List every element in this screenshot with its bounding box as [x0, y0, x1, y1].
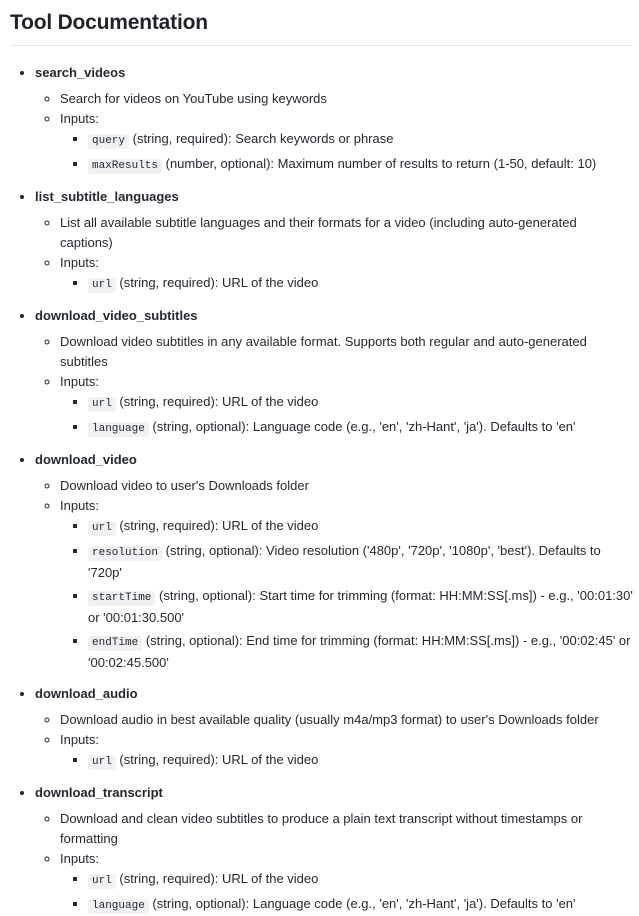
param-list [60, 129, 633, 176]
tool-inputs [60, 372, 633, 439]
tool-item-search-videos [35, 63, 633, 176]
tool-inputs [60, 496, 633, 673]
inputs-label: Inputs: [60, 498, 100, 513]
tool-description: ◦ Download video to user's Downloads folder [60, 476, 633, 496]
param-item [88, 541, 633, 583]
tool-inputs [60, 109, 633, 176]
param-item [88, 894, 633, 916]
param-description: (string, optional): Video resolution ('480p', '720p', '1080p', 'best'). Defaults to '720p' [88, 543, 601, 580]
tool-description: ◦ Download video subtitles in any available format. Supports both regular and auto-generated subtitles [60, 332, 633, 372]
tool-item-download-transcript [35, 783, 633, 916]
inputs-label: Inputs: [60, 732, 100, 747]
tool-description: ◦ Download and clean video subtitles to produce a plain text transcript without timestamps or formatting [60, 809, 633, 849]
param-name: url [88, 397, 116, 412]
param-description: (string, required): URL of the video [115, 871, 319, 886]
tool-item-download-video [35, 450, 633, 673]
param-name: language [88, 422, 149, 437]
tool-name: download_video_subtitles [35, 308, 198, 323]
tool-details [35, 89, 633, 176]
tool-name: search_videos [35, 65, 126, 80]
param-name: maxResults [88, 159, 162, 174]
param-description: (string, required): URL of the video [115, 394, 319, 409]
tool-list [10, 63, 633, 916]
param-description: (string, required): URL of the video [115, 518, 319, 533]
param-name: endTime [88, 636, 142, 651]
tool-details [35, 476, 633, 673]
param-name: url [88, 278, 116, 293]
inputs-label: Inputs: [60, 255, 100, 270]
param-description: (number, optional): Maximum number of results to return (1-50, default: 10) [162, 156, 597, 171]
param-list [60, 750, 633, 772]
tool-details [35, 332, 633, 439]
param-name: language [88, 899, 149, 914]
inputs-label: Inputs: [60, 851, 100, 866]
tool-name: download_video [35, 452, 137, 467]
tool-inputs [60, 849, 633, 916]
param-name: resolution [88, 546, 162, 561]
param-item [88, 516, 633, 538]
param-list [60, 273, 633, 295]
tool-name: download_transcript [35, 785, 163, 800]
param-description: (string, optional): Start time for trimming (format: HH:MM:SS[.ms]) - e.g., '00:01:30' or '00:01:30.500' [88, 588, 633, 625]
param-item [88, 417, 633, 439]
page-title: Tool Documentation [10, 9, 633, 46]
param-item [88, 631, 633, 673]
param-item [88, 869, 633, 891]
param-item [88, 129, 633, 151]
param-description: (string, required): URL of the video [115, 752, 319, 767]
tool-details [35, 809, 633, 916]
inputs-label: Inputs: [60, 111, 100, 126]
param-item [88, 273, 633, 295]
param-list [60, 392, 633, 439]
tool-documentation-body [10, 63, 633, 916]
param-list [60, 516, 633, 673]
param-item [88, 586, 633, 628]
param-list [60, 869, 633, 916]
param-description: (string, optional): Language code (e.g., 'en', 'zh-Hant', 'ja'). Defaults to 'en' [148, 896, 576, 911]
param-description: (string, optional): End time for trimming (format: HH:MM:SS[.ms]) - e.g., '00:02:45' or '00:02:45.500' [88, 633, 631, 670]
tool-item-download-audio [35, 684, 633, 772]
tool-description: ◦ Download audio in best available quality (usually m4a/mp3 format) to user's Downloads folder [60, 710, 633, 730]
param-name: url [88, 521, 116, 536]
param-item [88, 154, 633, 176]
inputs-label: Inputs: [60, 374, 100, 389]
param-name: query [88, 134, 129, 149]
param-name: url [88, 874, 116, 889]
tool-details [35, 213, 633, 295]
param-description: (string, required): URL of the video [115, 275, 319, 290]
param-name: startTime [88, 591, 155, 606]
tool-inputs [60, 253, 633, 295]
tool-name: list_subtitle_languages [35, 189, 179, 204]
tool-item-list-subtitle-languages [35, 187, 633, 295]
tool-description: ◦ List all available subtitle languages and their formats for a video (including auto-generated captions) [60, 213, 633, 253]
param-name: url [88, 755, 116, 770]
tool-details [35, 710, 633, 772]
param-description: (string, optional): Language code (e.g., 'en', 'zh-Hant', 'ja'). Defaults to 'en' [148, 419, 576, 434]
param-item [88, 750, 633, 772]
tool-item-download-video-subtitles [35, 306, 633, 439]
tool-name: download_audio [35, 686, 138, 701]
param-description: (string, required): Search keywords or phrase [129, 131, 394, 146]
tool-description: ◦ Search for videos on YouTube using keywords [60, 89, 633, 109]
tool-inputs [60, 730, 633, 772]
param-item [88, 392, 633, 414]
